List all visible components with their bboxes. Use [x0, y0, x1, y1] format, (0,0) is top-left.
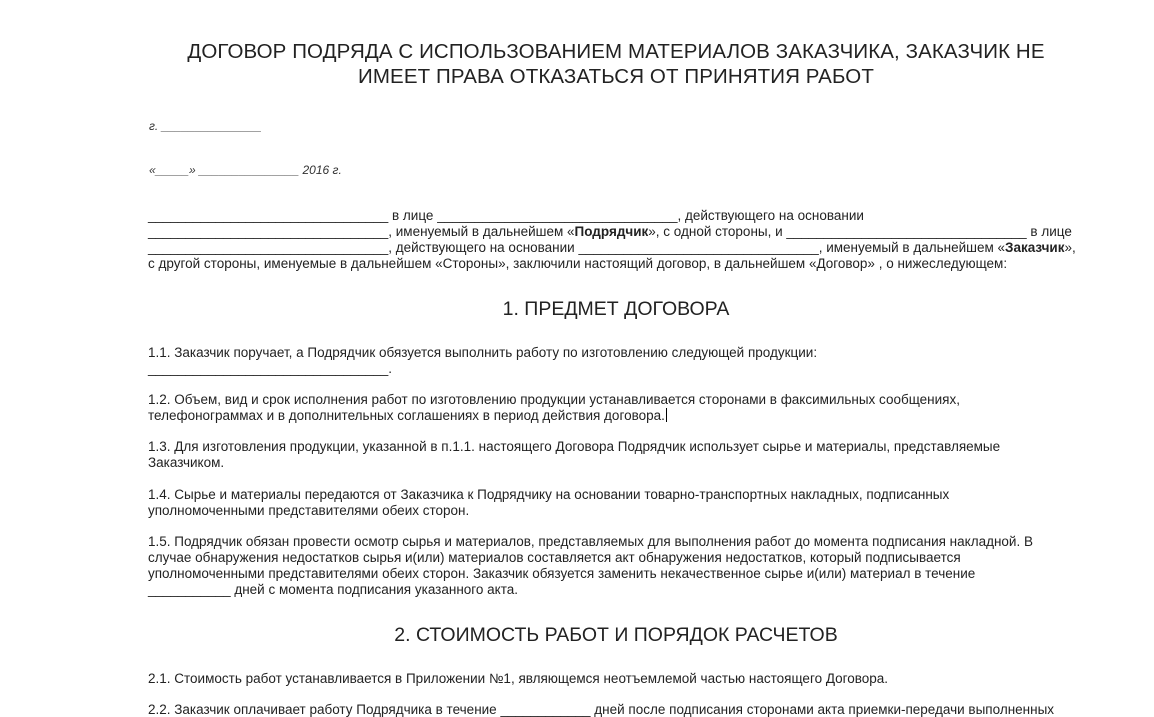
clause-1-2-line-1: 1.2. Объем, вид и срок исполнения работ по изготовлению продукции устанавливается сторонами в факсимильных сообщениях,: [148, 392, 960, 407]
preamble-line-4: с другой стороны, именуемые в дальнейшем «Стороны», заключили настоящий договор, в дальнейшем «Договор» , о нижеследующем:: [148, 256, 1008, 271]
clause-1-5-line-2: случае обнаружения недостатков сырья и(или) материалов составляется акт обнаружения недостатков, который подписывается: [148, 550, 961, 565]
city-field[interactable]: г. _______________: [149, 119, 262, 133]
preamble-line-1: ________________________________ в лице ________________________________, действующего на основании: [148, 208, 864, 223]
document-title-line-2: ИМЕЕТ ПРАВА ОТКАЗАТЬСЯ ОТ ПРИНЯТИЯ РАБОТ: [358, 65, 874, 88]
text-cursor: [666, 408, 667, 422]
preamble-line-2-start: ________________________________, именуемый в дальнейшем «: [148, 224, 575, 239]
preamble-line-2-end: », с одной стороны, и ________________________________ в лице: [648, 224, 1072, 239]
section-1-heading: 1. ПРЕДМЕТ ДОГОВОРА: [502, 298, 730, 320]
clause-2-2: 2.2. Заказчик оплачивает работу Подрядчика в течение ____________ дней после подписания сторонами акта приемки-передачи выполненных: [148, 702, 1055, 717]
clause-1-1-line-1: 1.1. Заказчик поручает, а Подрядчик обязуется выполнить работу по изготовлению следующей продукции:: [148, 345, 818, 360]
customer-term: Заказчик: [1005, 240, 1065, 255]
clause-1-3-line-2: Заказчиком.: [148, 455, 225, 470]
clause-1-2-line-2-text: телефонограммах и в дополнительных соглашениях в период действия договора.: [148, 408, 665, 423]
document-title-line-1: ДОГОВОР ПОДРЯДА С ИСПОЛЬЗОВАНИЕМ МАТЕРИАЛОВ ЗАКАЗЧИКА, ЗАКАЗЧИК НЕ: [187, 40, 1045, 63]
preamble-line-3: [148, 240, 1076, 255]
preamble-line-2: [148, 224, 1072, 239]
clause-1-5-line-4: ___________ дней с момента подписания указанного акта.: [148, 582, 519, 597]
clause-1-5-line-1: 1.5. Подрядчик обязан провести осмотр сырья и материалов, представляемых для выполнения работ до момента подписания накладной. В: [148, 534, 1033, 549]
clause-1-4-line-1: 1.4. Сырье и материалы передаются от Заказчика к Подрядчику на основании товарно-транспортных накладных, подписанных: [148, 487, 950, 502]
preamble-line-3-end: »,: [1064, 240, 1076, 255]
section-2-heading: 2. СТОИМОСТЬ РАБОТ И ПОРЯДОК РАСЧЕТОВ: [394, 624, 838, 646]
date-field[interactable]: «_____» _______________ 2016 г.: [149, 163, 342, 177]
clause-2-1: 2.1. Стоимость работ устанавливается в Приложении №1, являющемся неотъемлемой частью настоящего Договора.: [148, 671, 889, 686]
preamble-line-3-start: ________________________________, действующего на основании ________________________________, именуемый в дальнейшем «: [148, 240, 1005, 255]
clause-1-1-line-2: ________________________________.: [148, 361, 393, 376]
clause-1-3-line-1: 1.3. Для изготовления продукции, указанной в п.1.1. настоящего Договора Подрядчик использует сырье и материалы, представляемые: [148, 439, 1001, 454]
clause-1-2-line-2: [148, 408, 667, 423]
clause-1-4-line-2: уполномоченными представителями обеих сторон.: [148, 503, 470, 518]
contractor-term: Подрядчик: [574, 224, 649, 239]
clause-1-5-line-3: уполномоченными представителями обеих сторон. Заказчик обязуется заменить некачественное сырье и(или) материал в течение: [148, 566, 976, 581]
